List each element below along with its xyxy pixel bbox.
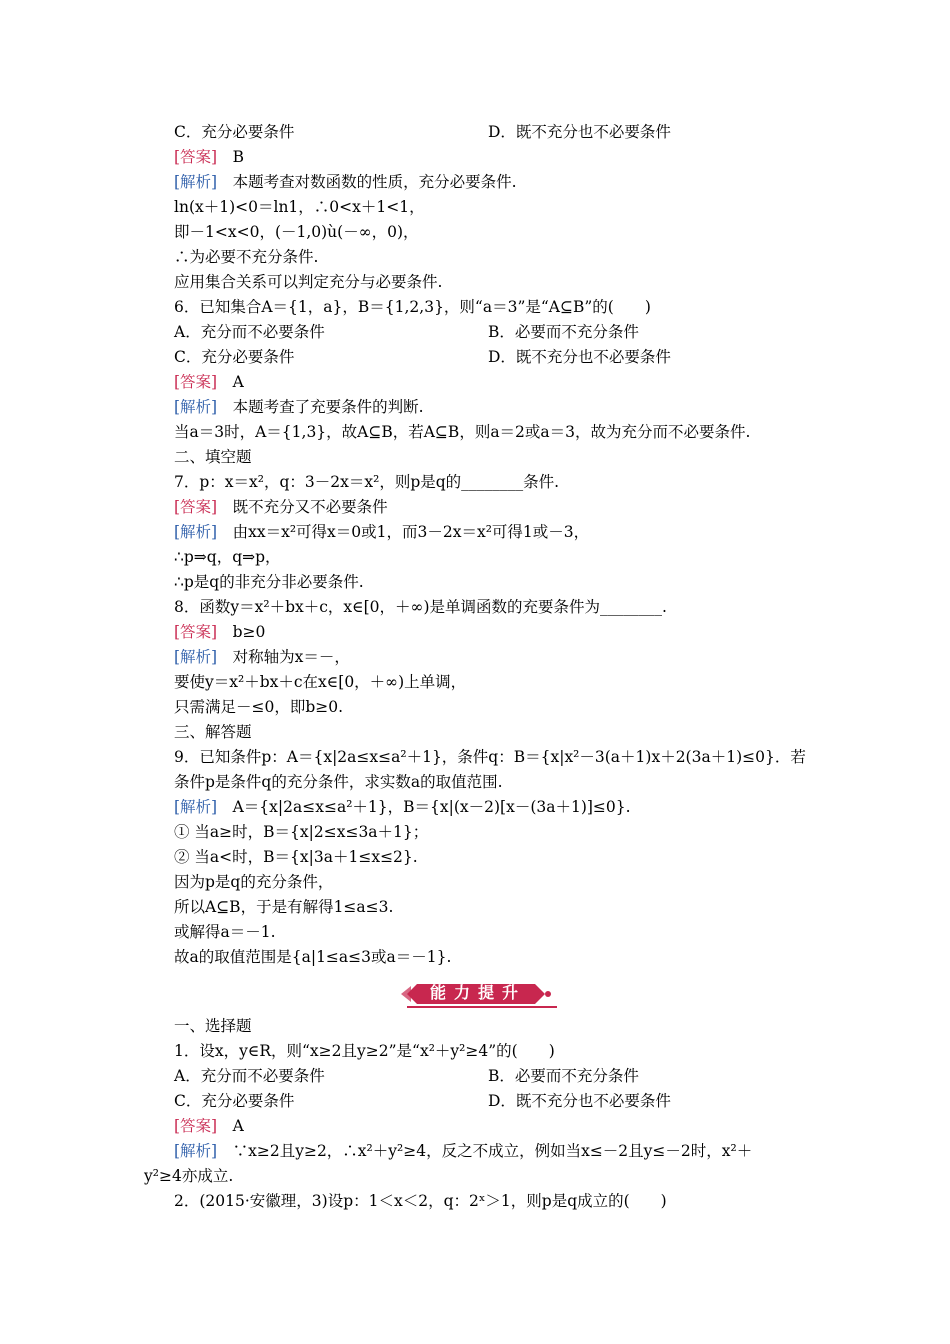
answer-tag: [答案] xyxy=(174,1117,218,1135)
analysis-text: A＝{x|2a≤x≤a²＋1}，B＝{x|(x－2)[x－(3a＋1)]≤0}. xyxy=(217,798,631,816)
question-8: 8．函数y＝x²＋bx＋c，x∈[0，＋∞)是单调函数的充要条件为________. xyxy=(174,598,667,616)
analysis-tag: [解析] xyxy=(174,398,218,416)
text-line: ① 当a≥时，B＝{x|2≤x≤3a＋1}； xyxy=(174,823,429,841)
analysis-line xyxy=(174,521,589,545)
answer-tag: [答案] xyxy=(174,623,218,641)
analysis-text: 本题考查对数函数的性质，充分必要条件. xyxy=(217,173,517,191)
analysis-text: 本题考查了充要条件的判断. xyxy=(217,398,424,416)
text-line: ② 当a<时，B＝{x|3a＋1≤x≤2}. xyxy=(174,848,418,866)
answer-line xyxy=(174,621,265,645)
answer-line xyxy=(174,371,244,395)
option-a: A．充分而不必要条件 xyxy=(174,323,325,341)
answer-text: 既不充分又不必要条件 xyxy=(217,498,388,516)
text-line: 所以A⊆B，于是有解得1≤a≤3. xyxy=(174,898,394,916)
text-line: ∴p⇒q，q⇒p， xyxy=(174,548,281,566)
analysis-line xyxy=(174,796,631,820)
analysis-tag: [解析] xyxy=(174,173,218,191)
question-7: 7．p：x＝x²，q：3－2x＝x²，则p是q的________条件. xyxy=(174,473,560,491)
option-a: A．充分而不必要条件 xyxy=(174,1067,325,1085)
section-heading: 一、选择题 xyxy=(174,1017,252,1035)
option-b: B．必要而不充分条件 xyxy=(488,323,639,341)
answer-line xyxy=(174,146,244,170)
analysis-line xyxy=(174,1140,752,1164)
answer-line xyxy=(174,496,388,520)
section-banner xyxy=(395,980,560,1012)
analysis-line xyxy=(174,171,517,195)
analysis-text: ∵x≥2且y≥2，∴x²＋y²≥4，反之不成立，例如当x≤－2且y≤－2时，x²＋ xyxy=(217,1142,753,1160)
question-6: 6．已知集合A＝{1，a}，B＝{1,2,3}，则“a＝3”是“A⊆B”的( ) xyxy=(174,298,651,316)
text-line: ∴p是q的非充分非必要条件. xyxy=(174,573,364,591)
text-line: ln(x＋1)<0＝ln1，∴0<x＋1<1， xyxy=(174,198,425,216)
text-line: 要使y＝x²＋bx＋c在x∈[0，＋∞)上单调， xyxy=(174,673,467,691)
analysis-text: 对称轴为x＝－， xyxy=(217,648,350,666)
question-1: 1．设x，y∈R，则“x≥2且y≥2”是“x²＋y²≥4”的( ) xyxy=(174,1042,555,1060)
text-line: 条件p是条件q的充分条件，求实数a的取值范围. xyxy=(174,773,503,791)
analysis-tag: [解析] xyxy=(174,648,218,666)
banner-title: 能力提升 xyxy=(429,983,526,1002)
text-line: 只需满足－≤0，即b≥0. xyxy=(174,698,344,716)
question-9: 9．已知条件p：A＝{x|2a≤x≤a²＋1}，条件q：B＝{x|x²－3(a＋1)x＋2(3a＋1)≤0}．若 xyxy=(174,748,806,766)
analysis-text: 由xx＝x²可得x＝0或1，而3－2x＝x²可得1或－3， xyxy=(217,523,590,541)
text-line: 应用集合关系可以判定充分与必要条件. xyxy=(174,273,443,291)
text-line: y²≥4亦成立. xyxy=(144,1167,234,1185)
option-b: B．必要而不充分条件 xyxy=(488,1067,639,1085)
text-line: 即－1<x<0，(－1,0)ù(－∞，0)， xyxy=(174,223,419,241)
answer-text: A xyxy=(217,1117,244,1135)
option-c: C．充分必要条件 xyxy=(174,348,295,366)
analysis-line xyxy=(174,646,350,670)
analysis-tag: [解析] xyxy=(174,798,218,816)
text-line: ∴为必要不充分条件. xyxy=(174,248,319,266)
answer-text: A xyxy=(217,373,244,391)
analysis-tag: [解析] xyxy=(174,1142,218,1160)
answer-tag: [答案] xyxy=(174,373,218,391)
question-2: 2．(2015·安徽理，3)设p：1＜x＜2，q：2ˣ＞1，则p是q成立的( ) xyxy=(174,1192,667,1210)
section-heading: 三、解答题 xyxy=(174,723,252,741)
option-c: C．充分必要条件 xyxy=(174,123,295,141)
answer-line xyxy=(174,1115,244,1139)
analysis-tag: [解析] xyxy=(174,523,218,541)
analysis-line xyxy=(174,396,424,420)
option-d: D．既不充分也不必要条件 xyxy=(488,1092,671,1110)
answer-tag: [答案] xyxy=(174,498,218,516)
answer-text: b≥0 xyxy=(217,623,266,641)
answer-text: B xyxy=(217,148,244,166)
answer-tag: [答案] xyxy=(174,148,218,166)
option-d: D．既不充分也不必要条件 xyxy=(488,348,671,366)
text-line: 故a的取值范围是{a|1≤a≤3或a＝－1}. xyxy=(174,948,452,966)
option-c: C．充分必要条件 xyxy=(174,1092,295,1110)
text-line: 当a＝3时，A＝{1,3}，故A⊆B，若A⊆B，则a＝2或a＝3，故为充分而不必要条件. xyxy=(174,423,751,441)
text-line: 或解得a＝－1. xyxy=(174,923,276,941)
section-heading: 二、填空题 xyxy=(174,448,252,466)
option-d: D．既不充分也不必要条件 xyxy=(488,123,671,141)
option-row xyxy=(174,121,294,145)
text-line: 因为p是q的充分条件， xyxy=(174,873,334,891)
